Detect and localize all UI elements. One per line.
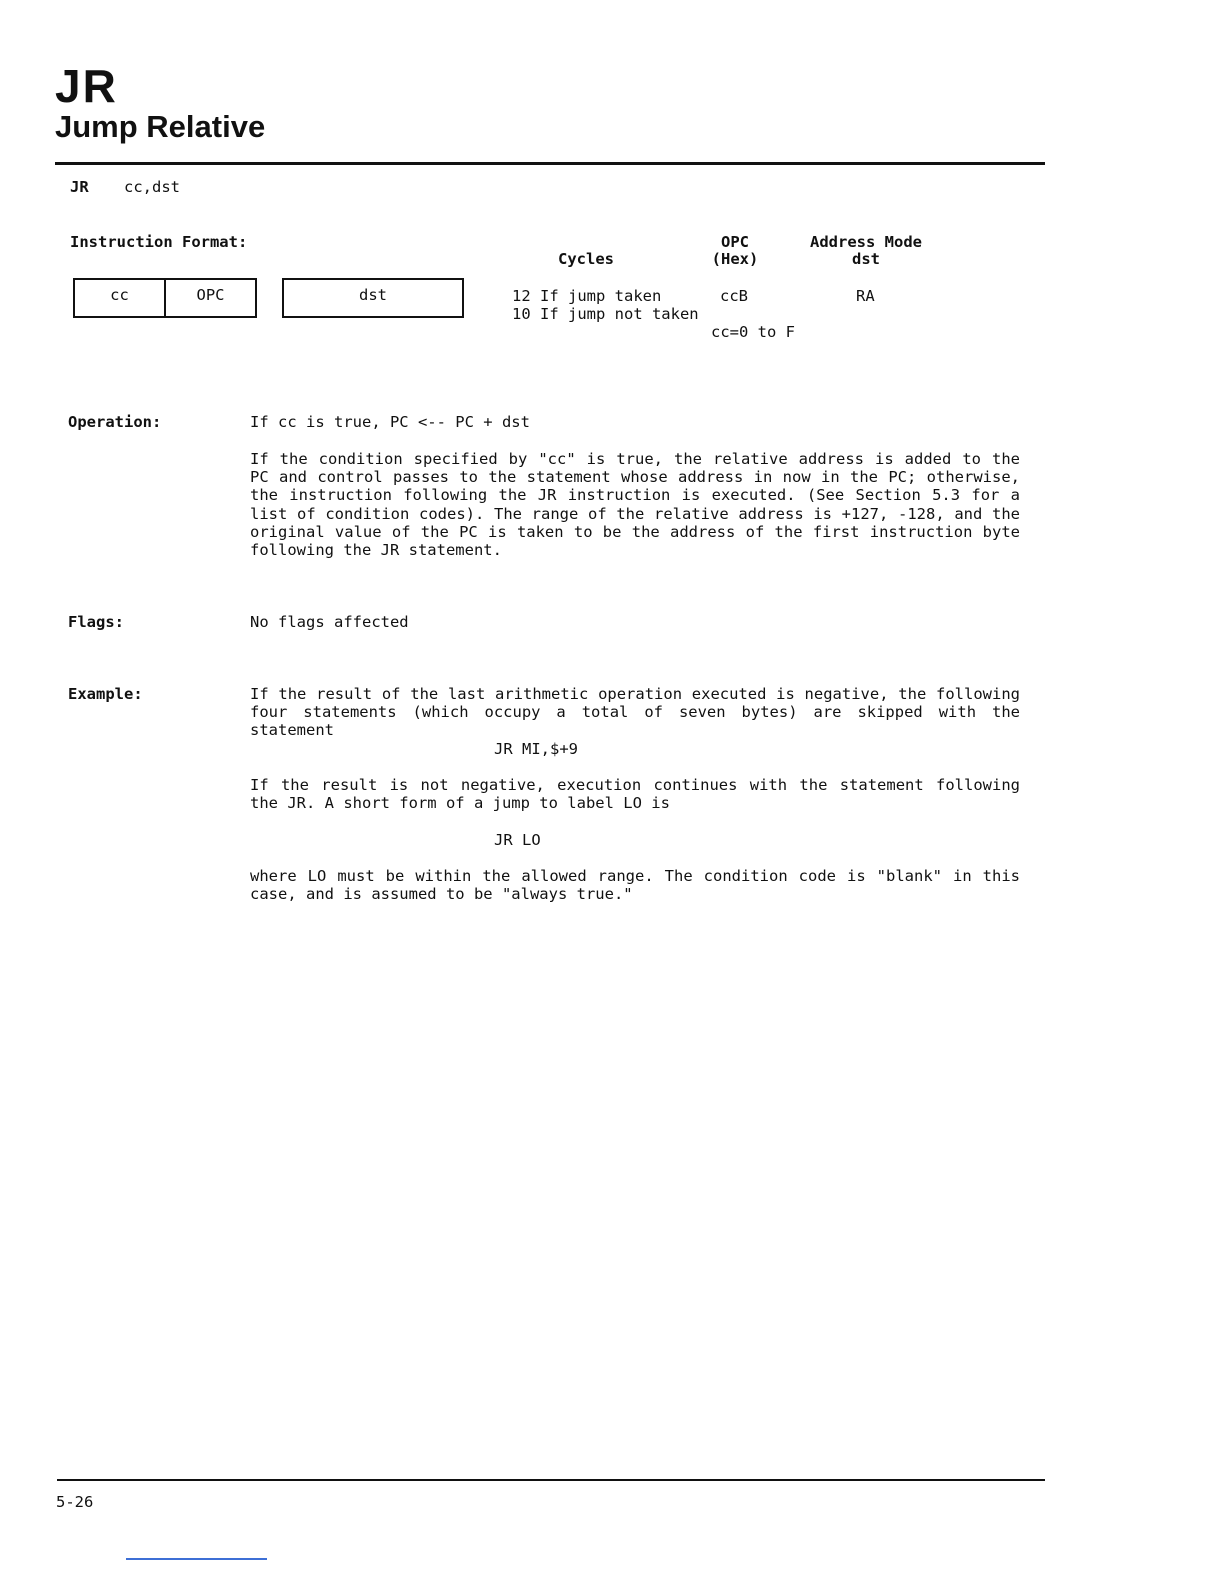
address-mode-value: RA xyxy=(856,287,875,305)
address-mode-header-line2: dst xyxy=(852,250,880,268)
syntax-op: JR xyxy=(70,178,89,196)
opc-value: ccB xyxy=(720,287,748,305)
example-label: Example: xyxy=(68,685,143,703)
syntax-operands: cc,dst xyxy=(124,178,180,196)
cycles-header: Cycles xyxy=(558,250,614,268)
operation-label: Operation: xyxy=(68,413,162,431)
operation-formula: If cc is true, PC <-- PC + dst xyxy=(250,413,530,431)
cycles-row-not-taken: 10 If jump not taken xyxy=(512,305,699,323)
opc-header-line2: (Hex) xyxy=(711,250,759,268)
address-mode-header-line1: Address Mode xyxy=(810,233,922,251)
format-field-opc: OPC xyxy=(164,278,257,318)
format-field-dst: dst xyxy=(282,278,464,318)
example-paragraph-1: If the result of the last arithmetic operation executed is negative, the following four statements (which occupy a total of seven bytes) are skipped with the statement xyxy=(250,685,1020,740)
opc-header-line1: OPC xyxy=(721,233,749,251)
example-code-2: JR LO xyxy=(494,831,541,849)
page-title-name: Jump Relative xyxy=(55,109,266,144)
page-title-mnemonic: JR xyxy=(55,60,118,112)
opc-note: cc=0 to F xyxy=(711,323,795,341)
footer-link-underline xyxy=(126,1558,267,1560)
flags-text: No flags affected xyxy=(250,613,409,631)
example-paragraph-3: where LO must be within the allowed range. The condition code is "blank" in this case, and is assumed to be "always true." xyxy=(250,867,1020,904)
page-number: 5-26 xyxy=(56,1493,94,1511)
cycles-row-taken: 12 If jump taken xyxy=(512,287,662,305)
top-rule xyxy=(55,162,1045,165)
format-field-cc: cc xyxy=(73,278,166,318)
example-paragraph-2: If the result is not negative, execution continues with the statement following the JR. A short form of a jump to label LO is xyxy=(250,776,1020,813)
bottom-rule xyxy=(57,1479,1045,1481)
flags-label: Flags: xyxy=(68,613,124,631)
operation-description: If the condition specified by "cc" is true, the relative address is added to the PC and control passes to the statement whose address in now in the PC; otherwise, the instruction following the JR instruction is executed. (See Section 5.3 for a list of condition codes). The range of the relative address is +127, -128, and the original value of the PC is taken to be the address of the first instruction byte following the JR statement. xyxy=(250,450,1020,560)
example-code-1: JR MI,$+9 xyxy=(494,740,578,758)
instruction-format-label: Instruction Format: xyxy=(70,233,248,251)
